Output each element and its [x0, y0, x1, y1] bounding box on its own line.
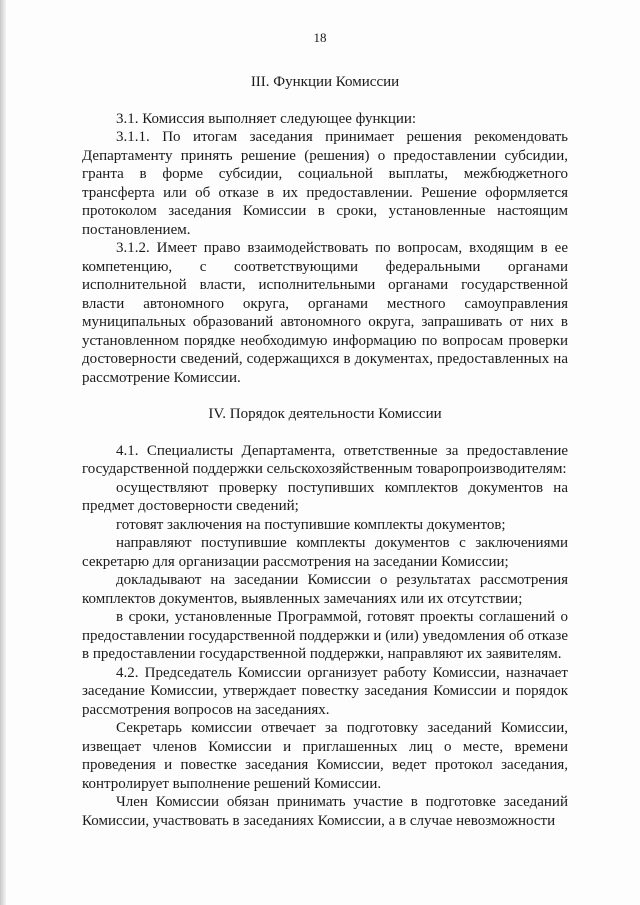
document-body — [82, 73, 568, 830]
paragraph: Секретарь комиссии отвечает за подготовку заседаний Комиссии, извещает членов Комиссии и приглашенных лиц о месте, времени проведения и повестке заседания Комиссии, ведет протокол заседания, контролирует выполнение решений Комиссии. — [82, 720, 568, 792]
page-number: 18 — [313, 30, 327, 45]
paragraph: в сроки, установленные Программой, готовят проекты соглашений о предоставлении государственной поддержки и (или) уведомления об отказе в предоставлении государственной поддержки, направляют их заявителям. — [82, 609, 568, 662]
paragraph: докладывают на заседании Комиссии о результатах рассмотрения комплектов документов, выявленных замечаниях или их отсутствии; — [82, 572, 568, 607]
paragraph: Член Комиссии обязан принимать участие в подготовке заседаний Комиссии, участвовать в заседаниях Комиссии, а в случае невозможности — [82, 794, 568, 829]
paragraph: 3.1.2. Имеет право взаимодействовать по вопросам, входящим в ее компетенцию, с соответствующими федеральными органами исполнительной власти, исполнительными органами государственной власти автономного округа, органами местного самоуправления муниципальных образований автономного округа, запрашивать от них в установленном порядке необходимую информацию по вопросам проверки достоверности сведений, содержащихся в документах, предоставленных на рассмотрение Комиссии. — [82, 240, 568, 386]
section-heading-functions: III. Функции Комиссии — [250, 74, 400, 90]
paragraph: 4.2. Председатель Комиссии организует работу Комиссии, назначает заседание Комиссии, утверждает повестку заседания Комиссии и порядок рассмотрения вопросов на заседаниях. — [82, 664, 568, 718]
paragraph: готовят заключения на поступившие комплекты документов; — [116, 516, 506, 533]
page-edge-shadow — [0, 0, 6, 905]
paragraph: осуществляют проверку поступивших комплектов документов на предмет достоверности сведений; — [82, 479, 568, 514]
paragraph: 3.1. Комиссия выполняет следующее функции: — [116, 110, 417, 127]
paragraph: 4.1. Специалисты Департамента, ответственные за предоставление государственной поддержки сельскохозяйственным товаропроизводителям: — [82, 442, 568, 477]
paragraph: направляют поступившие комплекты документов с заключениями секретарю для организации рассмотрения на заседании Комиссии; — [82, 535, 568, 570]
section-heading-procedure: IV. Порядок деятельности Комиссии — [208, 406, 442, 422]
paragraph: 3.1.1. По итогам заседания принимает решения рекомендовать Департаменту принять решение (решения) о предоставлении субсидии, гранта в форме субсидии, социальной выплаты, межбюджетного трансферта или об отказе в их предоставлении. Решение оформляется протоколом заседания Комиссии в сроки, установленные настоящим постановлением. — [82, 129, 568, 238]
